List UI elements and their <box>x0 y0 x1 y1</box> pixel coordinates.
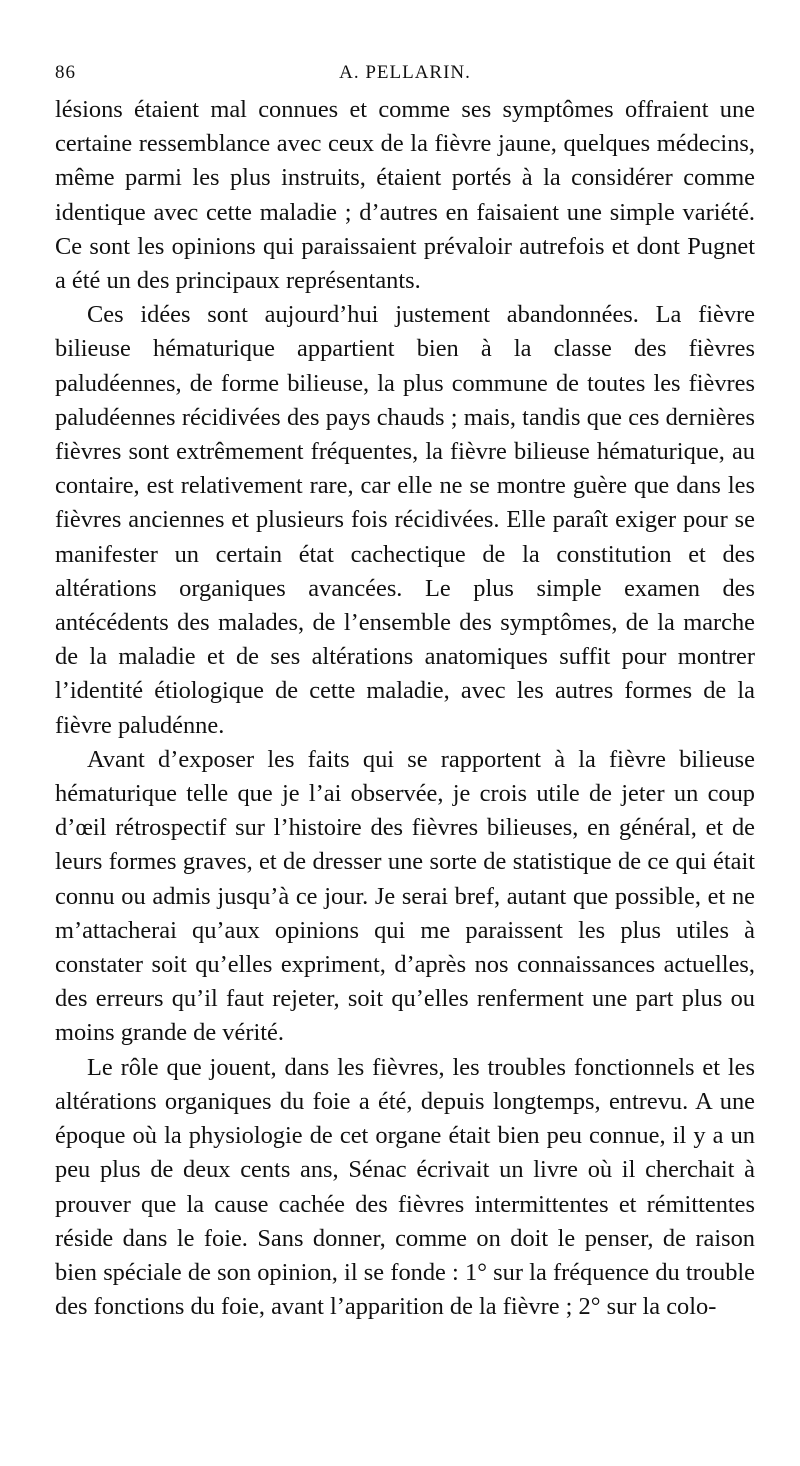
page-number: 86 <box>55 62 76 83</box>
running-header <box>55 58 755 88</box>
paragraph: Ces idées sont aujourd’hui justement abandonnées. La fièvre bilieuse hématurique appartient bien à la classe des fièvres paludéennes, de forme bilieuse, la plus commune de toutes les fièvres paludéennes récidivées des pays chauds ; mais, tandis que ces dernières fièvres sont extrêmement fréquentes, la fièvre bilieuse hématurique, au contaire, est relativement rare, car elle ne se montre guère que dans les fièvres anciennes et plusieurs fois récidivées. Elle paraît exiger pour se manifester un certain état cachectique de la constitution et des altérations organiques avancées. Le plus simple examen des antécédents des malades, de l’ensemble des symptômes, de la marche de la maladie et de ses altérations anatomiques suffit pour montrer l’identité étiologique de cette maladie, avec les autres formes de la fièvre paludénne. <box>55 301 755 739</box>
paragraph: Le rôle que jouent, dans les fièvres, les troubles fonctionnels et les altérations organiques du foie a été, depuis longtemps, entrevu. A une époque où la physiologie de cet organe était bien peu connue, il y a un peu plus de deux cents ans, Sénac écrivait un livre où il cherchait à prouver que la cause cachée des fièvres intermittentes et rémittentes réside dans le foie. Sans donner, comme on doit le penser, de raison bien spéciale de son opinion, il se fonde : 1° sur la fréquence du trouble des fonctions du foie, avant l’apparition de la fièvre ; 2° sur la colo- <box>55 1053 755 1321</box>
body-text <box>55 93 755 1324</box>
paragraph: Avant d’exposer les faits qui se rapportent à la fièvre bilieuse hématurique telle que je l’ai observée, je crois utile de jeter un coup d’œil rétrospectif sur l’histoire des fièvres bilieuses, en général, et de leurs formes graves, et de dresser une sorte de statistique de ce qui était connu ou admis jusqu’à ce jour. Je serai bref, autant que possible, et ne m’attacherai qu’aux opinions qui me paraissent les plus utiles à constater soit qu’elles expriment, d’après nos connaissances actuelles, des erreurs qu’il faut rejeter, soit qu’elles renferment une part plus ou moins grande de vérité. <box>55 745 755 1047</box>
running-title: A. PELLARIN. <box>339 62 471 83</box>
book-page <box>55 58 755 1324</box>
paragraph-continued: lésions étaient mal connues et comme ses symptômes offraient une certaine ressemblance avec ceux de la fièvre jaune, quelques médecins, même parmi les plus instruits, étaient portés à la considérer comme identique avec cette maladie ; d’autres en faisaient une simple variété. Ce sont les opinions qui paraissaient prévaloir autrefois et dont Pugnet a été un des principaux représentants. <box>55 96 755 295</box>
